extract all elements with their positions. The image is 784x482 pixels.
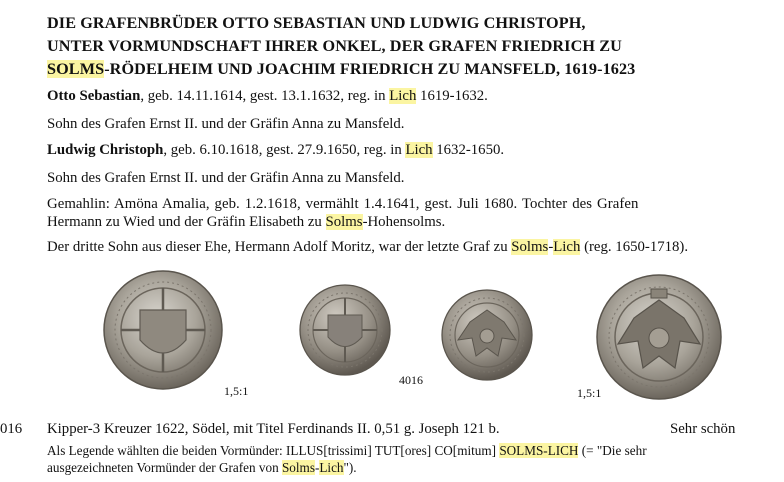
- third-son-line: Der dritte Sohn aus dieser Ehe, Hermann Adolf Moritz, war der letzte Graf zu Solms-Lich (reg. 1650-1718).: [47, 239, 689, 255]
- ludwig-line: Ludwig Christoph, geb. 6.10.1618, gest. 27.9.1650, reg. in Lich 1632-1650.: [47, 142, 505, 158]
- highlight-solms: Solms: [511, 239, 549, 255]
- highlight-lich: Lich: [319, 460, 344, 475]
- heading-line-2: UNTER VORMUNDSCHAFT IHRER ONKEL, DER GRAFEN FRIEDRICH ZU: [47, 37, 622, 55]
- otto-name: Otto Sebastian: [47, 88, 141, 104]
- scale-label-right: 1,5:1: [577, 386, 602, 400]
- highlight-solms: SOLMS: [47, 60, 105, 78]
- entry-number: 016: [0, 421, 23, 437]
- entry-note-line-2: ausgezeichneten Vormünder der Grafen von Solms-Lich").: [47, 460, 357, 475]
- entry-grade: Sehr schön: [670, 421, 736, 437]
- otto-parents: Sohn des Grafen Ernst II. und der Gräfin Anna zu Mansfeld.: [47, 116, 405, 132]
- heading-line-1: DIE GRAFENBRÜDER OTTO SEBASTIAN UND LUDWIG CHRISTOPH,: [47, 14, 586, 32]
- coin-reverse-small: [442, 290, 532, 380]
- ludwig-parents: Sohn des Grafen Ernst II. und der Gräfin Anna zu Mansfeld.: [47, 170, 405, 186]
- highlight-lich: Lich: [389, 88, 417, 104]
- entry-description: Kipper-3 Kreuzer 1622, Södel, mit Titel Ferdinands II. 0,51 g. Joseph 121 b.: [47, 421, 500, 437]
- gemahlin-line-1: Gemahlin: Amöna Amalia, geb. 1.2.1618, vermählt 1.4.1641, gest. Juli 1680. Tochter des Grafen: [47, 196, 639, 212]
- highlight-lich: Lich: [405, 142, 433, 158]
- entry-note-line-1: Als Legende wählten die beiden Vormünder: ILLUS[trissimi] TUT[ores] CO[mitum] SOLMS-LICH (= "Die sehr: [47, 443, 647, 458]
- ludwig-name: Ludwig Christoph: [47, 142, 164, 158]
- highlight-solms: Solms: [281, 460, 315, 475]
- gemahlin-line-2: Hermann zu Wied und der Gräfin Elisabeth zu Solms-Hohensolms.: [47, 214, 446, 230]
- highlight-lich: Lich: [553, 239, 581, 255]
- highlight-solms-lich: SOLMS-LICH: [499, 443, 579, 458]
- scale-label-left: 1,5:1: [224, 384, 249, 398]
- heading-line-3: SOLMS-RÖDELHEIM UND JOACHIM FRIEDRICH ZU MANSFELD, 1619-1623: [47, 60, 636, 78]
- highlight-solms: Solms: [325, 214, 363, 230]
- otto-line: Otto Sebastian, geb. 14.11.1614, gest. 13.1.1632, reg. in Lich 1619-1632.: [47, 88, 488, 104]
- coin-reverse-large: [597, 275, 721, 399]
- coin-obverse-small: [300, 285, 390, 375]
- catalog-number: 4016: [399, 373, 423, 387]
- coin-obverse-large: [104, 271, 222, 389]
